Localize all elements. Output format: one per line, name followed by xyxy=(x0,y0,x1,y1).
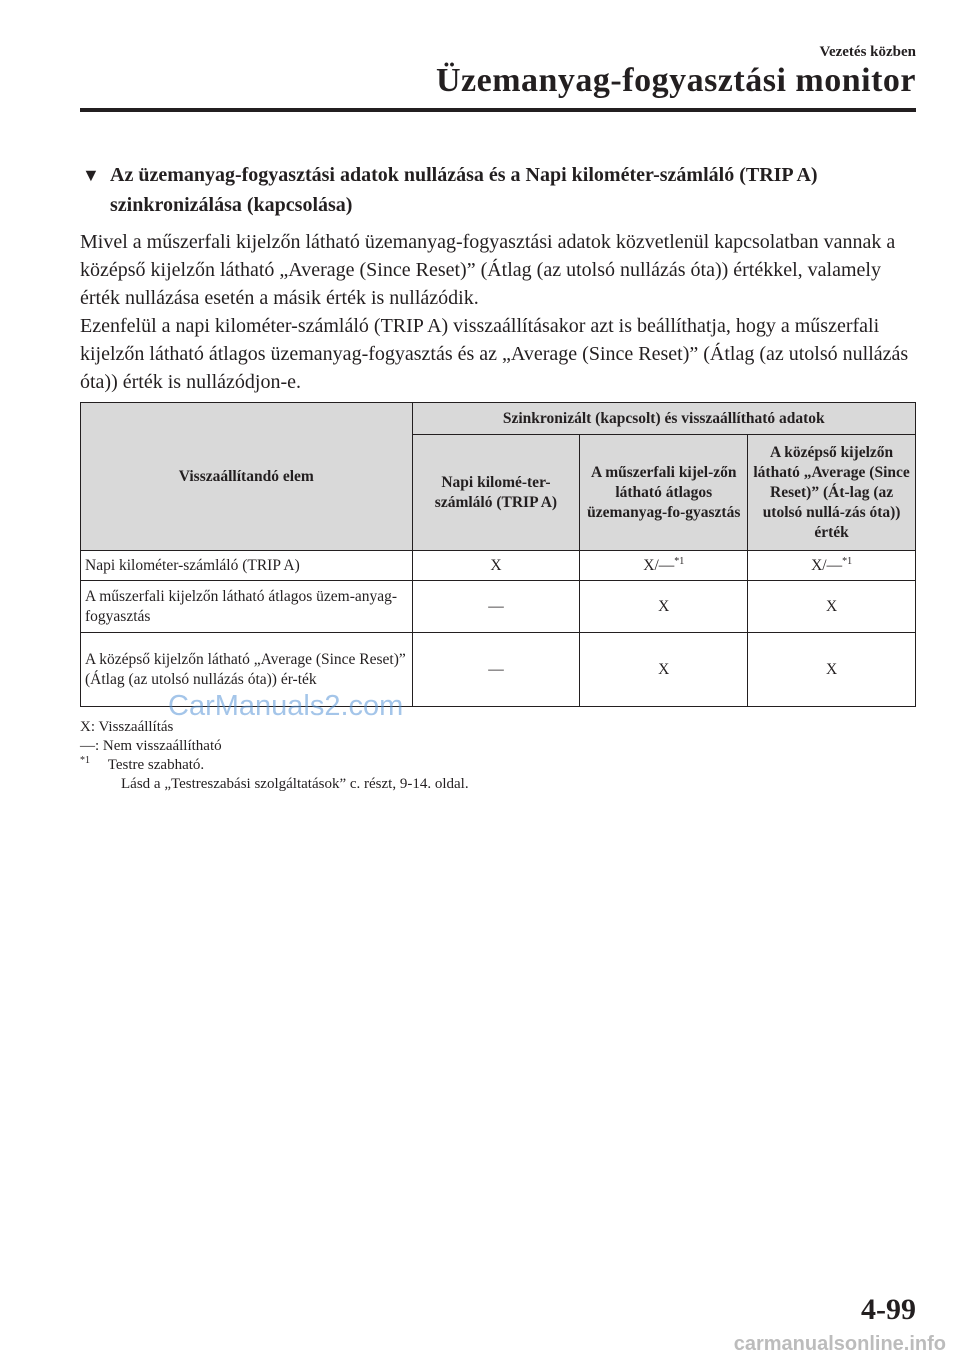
footnote-ref: *1 xyxy=(674,555,685,567)
subheader-dash-average: A műszerfali kijel-zőn látható átlagos üzemanyag-fo-gyasztás xyxy=(580,435,748,551)
footnote-mark: *1 xyxy=(80,755,90,766)
cell-value xyxy=(580,633,748,707)
cell-text: X xyxy=(658,660,670,678)
cell-text: X/— xyxy=(643,556,675,574)
row-item-label: Napi kilométer-számláló (TRIP A) xyxy=(81,551,413,581)
cell-text: X xyxy=(825,597,838,615)
cell-value xyxy=(412,551,580,581)
row-item-label: A műszerfali kijelzőn látható átlagos üzem-anyag-fogyasztás xyxy=(81,581,413,633)
section-heading-text: Az üzemanyag-fogyasztási adatok nullázása és a Napi kilométer-számláló (TRIP A) szinkronizálása (kapcsolása) xyxy=(110,164,818,216)
legend-dash: —: Nem visszaállítható xyxy=(80,738,222,754)
subheader-trip-a: Napi kilomé-ter-számláló (TRIP A) xyxy=(412,435,580,551)
cell-value xyxy=(748,551,916,581)
cell-value xyxy=(748,581,916,633)
subheader-center-average: A középső kijelzőn látható „Average (Since Reset)” (Át-lag (az utolsó nullá-zás óta)) érték xyxy=(748,435,916,551)
header-synced-data-group: Szinkronizált (kapcsolt) és visszaállítható adatok xyxy=(412,403,915,435)
watermark: CarManuals2.com xyxy=(168,690,404,722)
footer-site-link[interactable]: carmanualsonline.info xyxy=(733,1333,946,1355)
cell-text: X xyxy=(658,597,670,615)
cell-text: — xyxy=(488,660,504,678)
body-paragraph-1: Mivel a műszerfali kijelzőn látható üzemanyag-fogyasztási adatok közvetlenül kapcsolatban vannak a középső kijelzőn látható „Average (Since Reset)” (Átlag (az utolsó nullázás óta)) értékkel, valamely érték nullázása esetén a másik érték is nullázódik. xyxy=(80,231,896,309)
cell-text: — xyxy=(488,597,504,615)
table-row xyxy=(81,581,916,633)
legend-x: X: Visszaállítás xyxy=(80,719,174,735)
cell-value xyxy=(580,581,748,633)
header-divider xyxy=(80,108,916,112)
footnote-text: Testre szabható. xyxy=(107,757,205,773)
cell-text: X/— xyxy=(811,556,843,574)
cell-value xyxy=(748,633,916,707)
header-item-column: Visszaállítandó elem xyxy=(81,403,413,551)
cell-value xyxy=(412,581,580,633)
footnote-ref: *1 xyxy=(842,555,853,567)
cell-value xyxy=(412,633,580,707)
body-paragraph-2: Ezenfelül a napi kilométer-számláló (TRIP A) visszaállításakor azt is beállíthatja, hogy a műszerfali kijelzőn látható átlagos üzemanyag-fogyasztás és az „Average (Since Reset)” (Átlag (az utolsó nullázás óta)) érték is nullázódjon-e. xyxy=(80,315,909,393)
section-label: Vezetés közben xyxy=(819,44,916,60)
cell-value xyxy=(580,551,748,581)
page-title: Üzemanyag-fogyasztási monitor xyxy=(435,62,916,99)
cell-text: X xyxy=(825,660,838,678)
table-legend xyxy=(80,718,469,794)
footnote-reference: Lásd a „Testreszabási szolgáltatások” c. részt, 9-14. oldal. xyxy=(121,776,469,792)
section-heading xyxy=(82,160,912,220)
triangle-marker-icon: ▼ xyxy=(82,165,100,185)
table-header-row xyxy=(81,403,916,435)
footnote-1 xyxy=(80,756,469,775)
table-row xyxy=(81,551,916,581)
cell-text: X xyxy=(490,556,502,574)
page-number: 4-99 xyxy=(861,1293,916,1326)
row-item-label: A középső kijelzőn látható „Average (Since Reset)” (Átlag (az utolsó nullázás óta)) ér-ték xyxy=(81,633,413,707)
reset-sync-table xyxy=(80,402,916,707)
